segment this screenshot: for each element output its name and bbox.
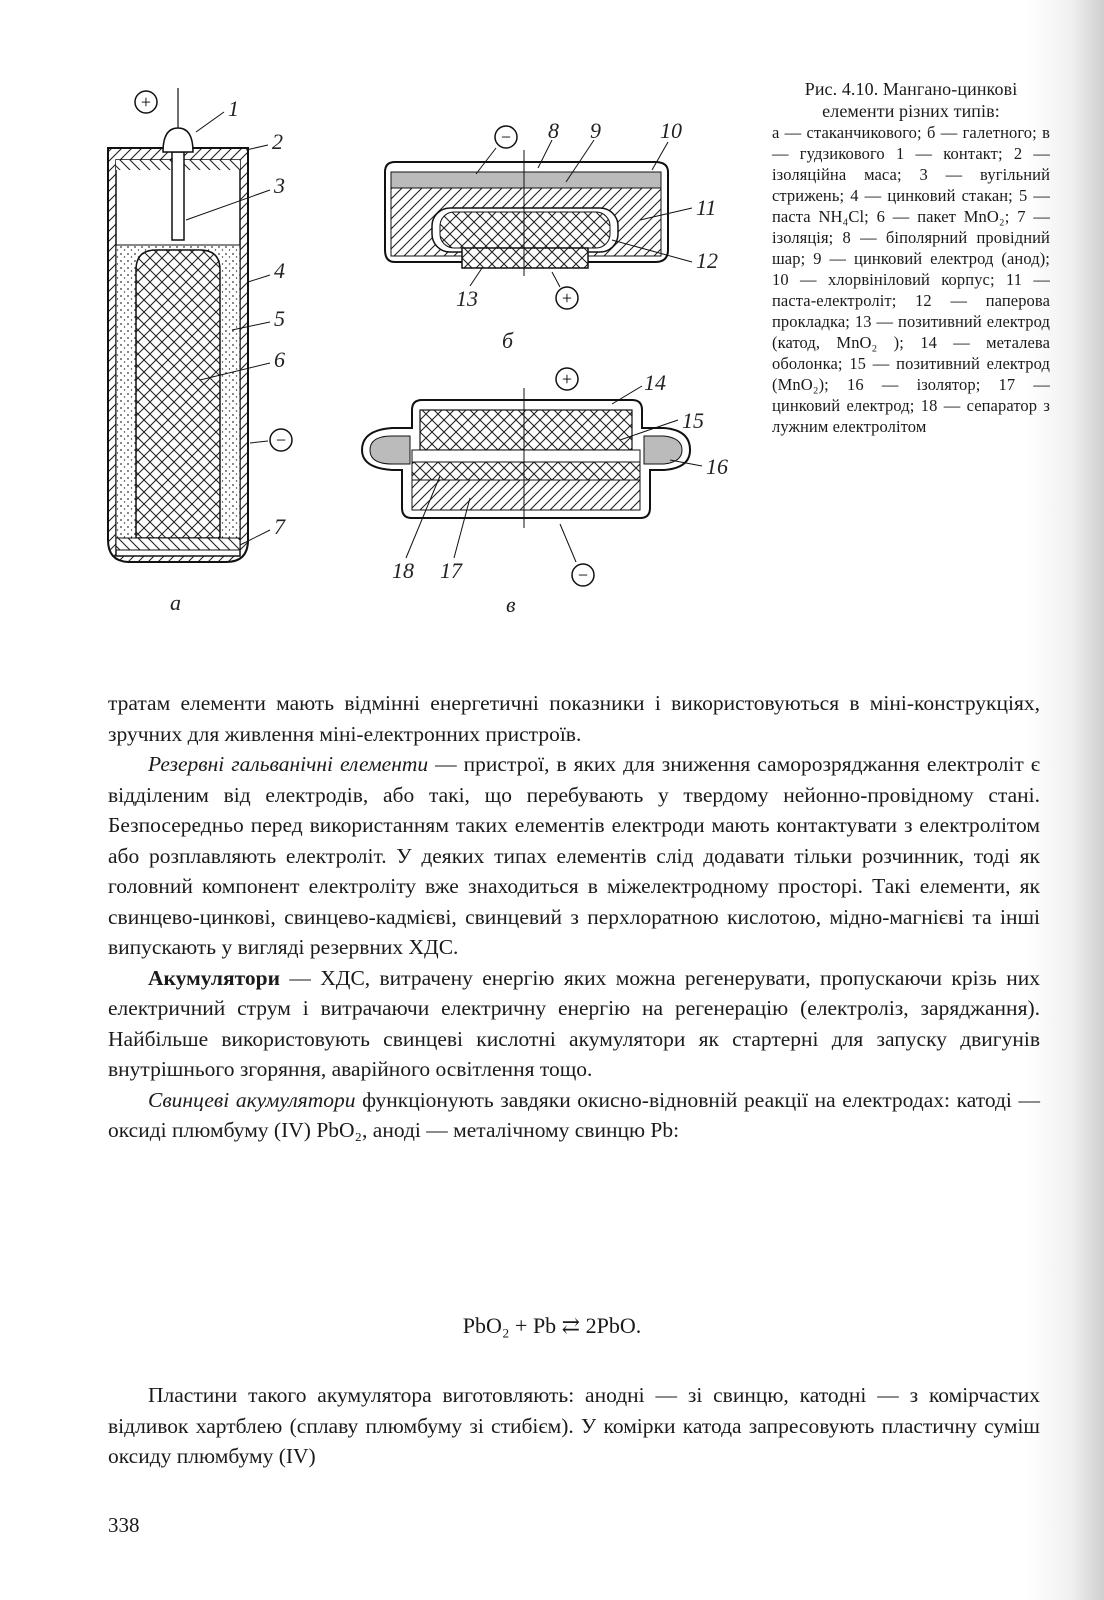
plus-sign: + [561,288,573,308]
sublabel-b: б [502,328,514,353]
label-11: 11 [696,195,717,220]
label-5: 5 [274,306,285,331]
label-7: 7 [274,514,285,539]
label-13: 13 [456,286,478,311]
paragraph-3 [108,963,1040,1085]
paragraph-1: тратам елементи мають відмінні енергетичні показники і використовуються в міні-конструкціях, зручних для живлення міні-електронних пристроїв. [108,691,1040,746]
label-14: 14 [644,370,666,395]
body-text-continued [108,1380,1040,1472]
cell-b-pancake [385,150,668,276]
body-text [108,688,1040,1146]
minus-sign: − [500,127,512,147]
label-12: 12 [696,248,718,273]
paragraph-5: Пластини такого акумулятора виготовляють: анодні — зі свинцю, катодні — з комірчастих відливок хартблею (сплаву плюмбуму зі стибієм). У комірки катода запресовують пластичну суміш оксиду плюмбуму (IV) [108,1383,1040,1468]
term-accumulators: Акумулятори [148,965,281,990]
minus-sign: − [577,565,589,585]
label-16: 16 [706,454,728,479]
plus-sign: + [140,92,152,112]
figure-caption [772,78,1050,437]
label-8: 8 [548,118,559,143]
figure-diagram [0,0,760,650]
caption-title: Рис. 4.10. Мангано-цинкові елементи різних типів: [804,79,1018,121]
equation: PbO₂ + Pb ⇄ 2PbO. [462,1313,642,1338]
label-4: 4 [274,258,285,283]
paragraph-2-text: — пристрої, в яких для зниження саморозряджання електроліт є відділеним від електродів, або такі, що перебувають у твердому нейонно-провідному стані. Безпосередньо перед використанням таких елементів електроди мають контактувати з електролітом або розплавляють електроліт. У деяких типах елементів слід додавати тільки розчинник, тоді як головний компонент електроліту вже знаходиться в міжелектродному просторі. Такі елементи, як свинцево-цинкові, свинцево-кадмієві, свинцевий з перхлоратною кислотою, мідно-магнієві та інші випускають у вигляді резервних ХДС. [108,752,1040,959]
paragraph-4-text: функціонують завдяки окисно-відновній реакції на електродах: катоді — оксиді плюмбуму (IV) PbO₂, аноді — металічному свинцю Pb: [108,1087,1040,1142]
paragraph-4 [108,1085,1040,1146]
minus-sign: − [275,430,287,450]
label-17: 17 [440,558,462,583]
label-10: 10 [660,118,682,143]
plus-sign: + [561,369,573,389]
label-6: 6 [274,347,285,372]
label-2: 2 [272,129,283,154]
label-3: 3 [274,173,285,198]
label-15: 15 [682,408,704,433]
label-18: 18 [392,558,414,583]
sublabel-c: в [506,592,516,617]
paragraph-3-text: — ХДС, витрачену енергію яких можна регенерувати, пропускаючи крізь них електричний струм і витрачаючи електричну енергію на регенерацію (електроліз, заряджання). Найбільше використовують свинцеві кислотні акумулятори як стартерні для запуску двигунів внутрішнього згоряння, аварійного освітлення тощо. [108,965,1040,1081]
caption-text: а — стаканчикового; б — галетного; в — гудзикового 1 — контакт; 2 — ізоляційна маса; 3 — вугільний стрижень; 4 — цинковий стакан; 5 — паста NH₄Cl; 6 — пакет MnO₂; 7 — ізоляція; 8 — біполярний провідний шар; 9 — цинковий електрод (анод); 10 — хлорвініловий корпус; 11 — паста-електроліт; 12 — паперова прокладка; 13 — позитивний електрод (катод, MnO₂ ); 14 — металева оболонка; 15 — позитивний електрод (MnO₂); 16 — ізолятор; 17 — цинковий електрод; 18 — сепаратор з лужним електролітом [772,123,1050,436]
cell-c-button [362,388,690,528]
paragraph-2 [108,749,1040,963]
label-1: 1 [228,96,239,121]
sublabel-a: а [170,590,181,615]
term-lead-accumulators: Свинцеві акумулятори [148,1087,356,1112]
label-9: 9 [590,118,601,143]
page-number: 338 [108,1513,140,1537]
term-reserve-cells: Резервні гальванічні елементи [148,752,429,776]
cell-a-cup [108,88,248,562]
